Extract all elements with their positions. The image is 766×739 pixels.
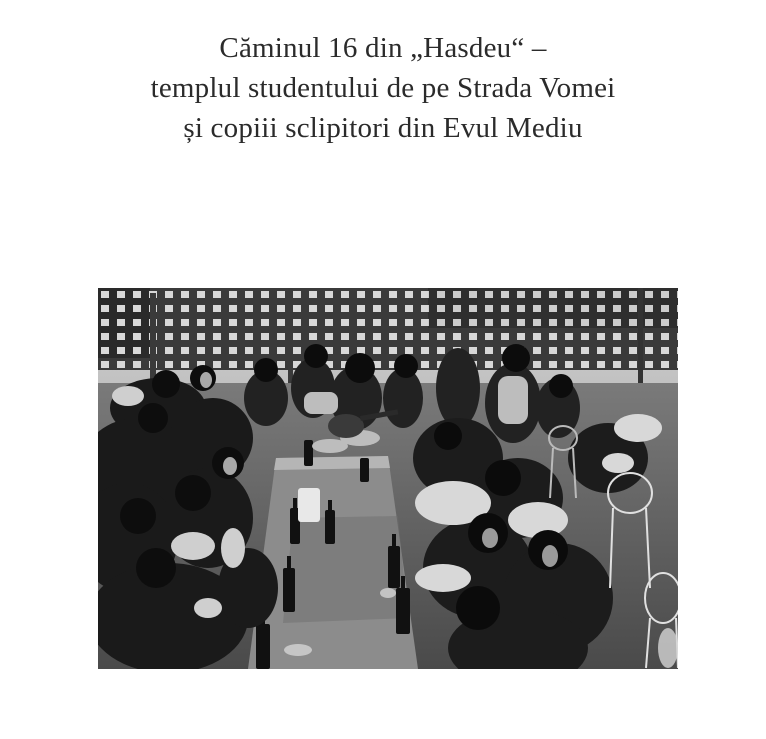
- chapter-title-line-2: templul studentului de pe Strada Vomei: [150, 72, 616, 104]
- chapter-title-line-3: și copiii sclipitori din Evul Mediu: [183, 112, 583, 144]
- photograph-students-gathering: [98, 288, 678, 669]
- chapter-title: [0, 28, 766, 148]
- photograph-illustration: [98, 288, 678, 669]
- chapter-title-line-1: Căminul 16 din „Hasdeu“ –: [219, 32, 547, 64]
